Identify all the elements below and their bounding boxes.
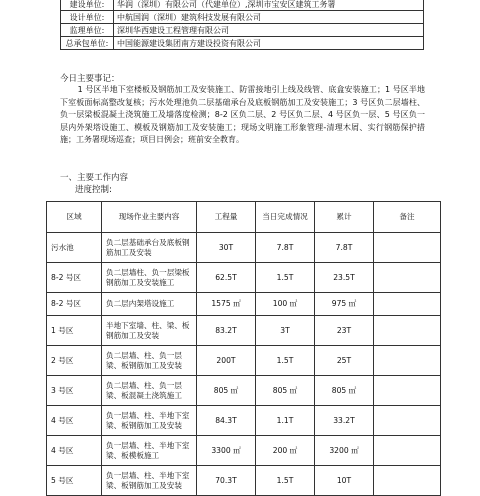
info-label: 建设单位:: [61, 0, 114, 11]
progress-table: [46, 201, 441, 496]
cell-content: 负一层墙、柱、半地下室梁、板钢筋加工及安装: [102, 466, 197, 496]
cell-area: 4 号区: [47, 406, 102, 436]
cell-quantity: 805 ㎡: [197, 376, 256, 406]
cell-content: 负一层墙、柱、半地下室梁、板钢筋加工及安装: [102, 406, 197, 436]
cell-note: [374, 316, 441, 346]
cell-note: [374, 406, 441, 436]
cell-total: 25T: [315, 346, 374, 376]
cell-total: 975 ㎡: [315, 293, 374, 316]
cell-today: 3T: [256, 316, 315, 346]
table-row: [47, 263, 441, 293]
cell-today: 200 ㎡: [256, 436, 315, 466]
cell-content: 负二层墙、柱、负一层梁、板钢筋加工及安装: [102, 346, 197, 376]
cell-area: 污水池: [47, 233, 102, 263]
cell-note: [374, 346, 441, 376]
cell-note: [374, 263, 441, 293]
cell-total: 805 ㎡: [315, 376, 374, 406]
section-subheading: 进度控制:: [75, 185, 112, 195]
cell-note: [374, 466, 441, 496]
table-row: [47, 436, 441, 466]
cell-today: 805 ㎡: [256, 376, 315, 406]
cell-today: 1.5T: [256, 466, 315, 496]
project-info-body: [61, 0, 424, 50]
cell-total: 33.2T: [315, 406, 374, 436]
info-row: [61, 24, 424, 37]
table-row: [47, 316, 441, 346]
cell-area: 5 号区: [47, 466, 102, 496]
cell-content: 负二层墙柱、负一层梁板钢筋加工及安装施工: [102, 263, 197, 293]
cell-quantity: 62.5T: [197, 263, 256, 293]
cell-area: 1 号区: [47, 316, 102, 346]
info-label: 监理单位:: [61, 24, 114, 37]
header-note: 备注: [374, 202, 441, 233]
header-today: 当日完成情况: [256, 202, 315, 233]
cell-quantity: 70.3T: [197, 466, 256, 496]
cell-total: 10T: [315, 466, 374, 496]
info-value: 深圳华西建设工程管理有限公司: [114, 24, 424, 37]
summary-body: 1 号区半地下室楼板及钢筋加工及安装施工、防雷接地引上线及线管、底盒安装施工；1 号区半地下室板面标高整改复核；污水处理池负二层基础承台及底板钢筋加工及安装施工；3 号区负二层墙柱、负一层梁板混凝土浇筑施工及墙落度检测；8-2 区负二层、2 号区负二层、4 号区负一层、5 号区负一层内外架塔设施工、模板及钢筋加工及安装施工；现场文明施工形象管理-清理木屑、实行钢筋保护措施；工务署现场巡查；项目日例会；班前安全教育。: [60, 85, 425, 145]
cell-total: 3200 ㎡: [315, 436, 374, 466]
progress-table-body: [47, 233, 441, 496]
cell-today: 1.5T: [256, 263, 315, 293]
table-row: [47, 406, 441, 436]
table-row: [47, 466, 441, 496]
cell-quantity: 83.2T: [197, 316, 256, 346]
cell-today: 100 ㎡: [256, 293, 315, 316]
info-row: [61, 11, 424, 24]
info-row: [61, 0, 424, 11]
cell-quantity: 3300 ㎡: [197, 436, 256, 466]
cell-area: 8-2 号区: [47, 263, 102, 293]
cell-quantity: 200T: [197, 346, 256, 376]
section-heading: 一、主要工作内容: [60, 173, 129, 183]
info-value: 中国能源建设集团南方建设投资有限公司: [114, 37, 424, 50]
cell-area: 3 号区: [47, 376, 102, 406]
cell-content: 负二层基础承台及底板钢筋加工及安装: [102, 233, 197, 263]
table-row: [47, 346, 441, 376]
info-label: 设计单位:: [61, 11, 114, 24]
cell-note: [374, 293, 441, 316]
cell-content: 负一层墙、柱、半地下室梁、板模板施工: [102, 436, 197, 466]
cell-quantity: 1575 ㎡: [197, 293, 256, 316]
cell-area: 2 号区: [47, 346, 102, 376]
project-info-table: [60, 0, 424, 50]
info-label: 总承包单位:: [61, 37, 114, 50]
cell-today: 7.8T: [256, 233, 315, 263]
cell-today: 1.5T: [256, 346, 315, 376]
cell-content: 半地下室墙、柱、梁、板钢筋加工及安装: [102, 316, 197, 346]
header-content: 现场作业主要内容: [102, 202, 197, 233]
cell-content: 负二层内架塔设施工: [102, 293, 197, 316]
cell-note: [374, 376, 441, 406]
info-row: [61, 37, 424, 50]
summary-title: 今日主要事记：: [60, 74, 120, 84]
cell-quantity: 30T: [197, 233, 256, 263]
cell-total: 23T: [315, 316, 374, 346]
header-area: 区域: [47, 202, 102, 233]
cell-total: 7.8T: [315, 233, 374, 263]
info-value: 华润（深圳）有限公司（代建单位）,深圳市宝安区建筑工务署: [114, 0, 424, 11]
info-value: 中航国润（深圳）建筑科技发展有限公司: [114, 11, 424, 24]
cell-area: 4 号区: [47, 436, 102, 466]
cell-today: 1.1T: [256, 406, 315, 436]
table-row: [47, 293, 441, 316]
header-quantity: 工程量: [197, 202, 256, 233]
header-total: 累计: [315, 202, 374, 233]
cell-quantity: 84.3T: [197, 406, 256, 436]
table-row: [47, 376, 441, 406]
table-row: [47, 233, 441, 263]
progress-table-header: [47, 202, 441, 233]
cell-note: [374, 436, 441, 466]
cell-area: 8-2 号区: [47, 293, 102, 316]
cell-note: [374, 233, 441, 263]
cell-total: 23.5T: [315, 263, 374, 293]
cell-content: 负二层墙、柱、负一层梁、板混凝土浇筑施工: [102, 376, 197, 406]
